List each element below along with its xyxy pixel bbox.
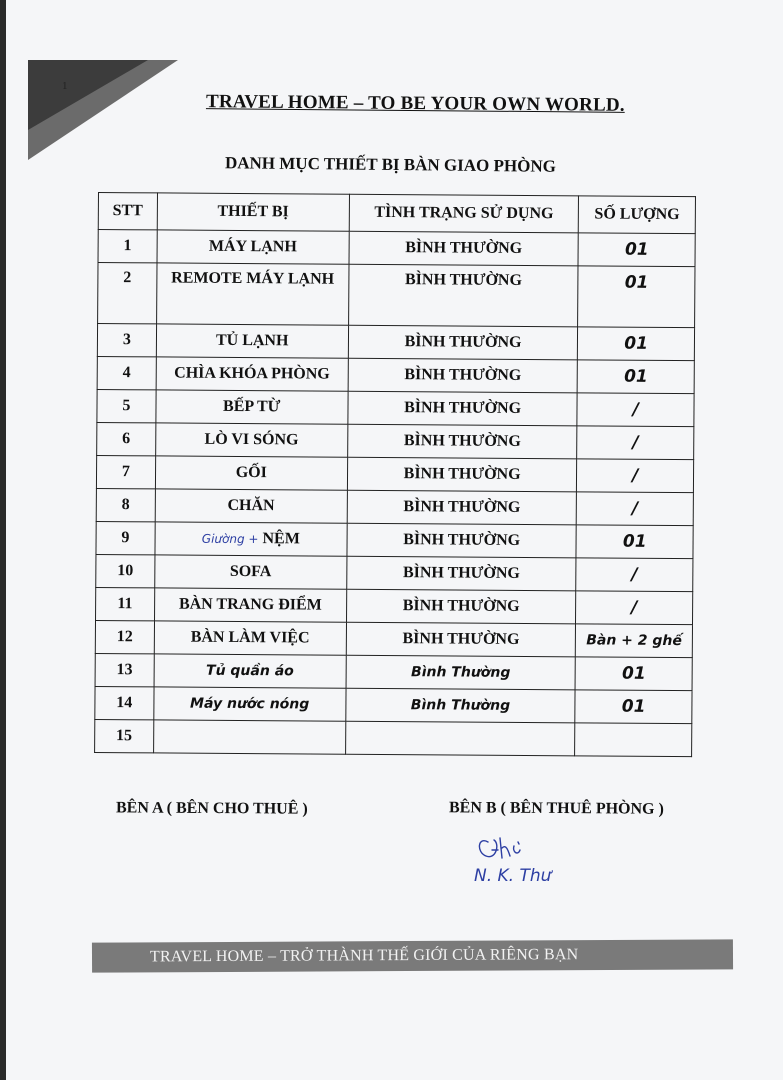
row-stt: 14 — [95, 686, 154, 719]
row-quantity: / — [577, 459, 694, 493]
table-row — [96, 554, 693, 591]
row-item: SOFA — [155, 555, 347, 589]
table-row — [97, 389, 694, 426]
header-title: TRAVEL HOME – TO BE YOUR OWN WORLD. — [205, 91, 625, 116]
row-status: BÌNH THƯỜNG — [346, 589, 576, 624]
row-status: BÌNH THƯỜNG — [348, 391, 578, 426]
row-item: TỦ LẠNH — [156, 324, 348, 358]
table-row — [96, 521, 693, 558]
document-page — [6, 0, 783, 1080]
row-stt: 7 — [96, 455, 155, 488]
page-number: 1 — [62, 80, 68, 92]
row-item-text: NỆM — [262, 530, 300, 548]
row-status: Bình Thường — [346, 655, 576, 690]
header-status: TÌNH TRẠNG SỬ DỤNG — [349, 194, 579, 233]
row-item: BÀN LÀM VIỆC — [154, 621, 346, 655]
row-stt: 12 — [95, 620, 154, 653]
footer-bar — [92, 939, 733, 972]
row-status: BÌNH THƯỜNG — [347, 523, 577, 558]
party-b-label: BÊN B ( BÊN THUÊ PHÒNG ) — [448, 799, 664, 818]
party-a-label: BÊN A ( BÊN CHO THUÊ ) — [115, 799, 308, 818]
table-row — [96, 455, 693, 492]
row-quantity: 01 — [575, 690, 692, 724]
row-item: CHĂN — [155, 489, 347, 523]
row-status: BÌNH THƯỜNG — [349, 231, 579, 266]
table-row — [95, 620, 692, 657]
row-quantity: 01 — [578, 327, 695, 361]
table-row — [95, 686, 692, 723]
row-status: Bình Thường — [346, 688, 576, 723]
header-stt: STT — [98, 193, 157, 230]
row-item — [155, 522, 347, 556]
header-item: THIẾT BỊ — [157, 193, 349, 231]
row-quantity: / — [577, 492, 694, 526]
row-stt: 8 — [96, 488, 155, 521]
row-quantity: 01 — [575, 657, 692, 691]
row-stt: 11 — [96, 587, 155, 620]
header-quantity: SỐ LƯỢNG — [579, 196, 696, 234]
table-row — [96, 587, 693, 624]
row-quantity: Bàn + 2 ghế — [576, 624, 693, 658]
table-header-row — [98, 193, 695, 234]
row-status: BÌNH THƯỜNG — [348, 325, 578, 360]
equipment-table — [94, 192, 696, 757]
row-item: REMOTE MÁY LẠNH — [156, 263, 348, 325]
row-stt: 5 — [97, 389, 156, 422]
row-item: Tủ quần áo — [154, 654, 346, 688]
row-item: BÀN TRANG ĐIỂM — [154, 588, 346, 622]
table-row — [98, 230, 695, 267]
row-quantity — [575, 723, 692, 757]
table-row — [98, 263, 695, 328]
row-quantity: / — [576, 558, 693, 592]
row-quantity: 01 — [578, 360, 695, 394]
row-stt: 10 — [96, 554, 155, 587]
row-status: BÌNH THƯỜNG — [347, 457, 577, 492]
row-status: BÌNH THƯỜNG — [348, 358, 578, 393]
row-status — [345, 721, 575, 756]
row-stt: 15 — [95, 719, 154, 752]
row-quantity: / — [576, 591, 693, 625]
row-stt: 3 — [97, 324, 156, 357]
row-stt: 6 — [97, 422, 156, 455]
row-stt: 4 — [97, 356, 156, 389]
list-title: DANH MỤC THIẾT BỊ BÀN GIAO PHÒNG — [224, 153, 557, 176]
row-item: LÒ VI SÓNG — [155, 423, 347, 457]
row-status: BÌNH THƯỜNG — [346, 556, 576, 591]
row-item: CHÌA KHÓA PHÒNG — [156, 357, 348, 391]
row-quantity: 01 — [576, 525, 693, 559]
row-item: GỐI — [155, 456, 347, 490]
table-row — [97, 356, 694, 393]
signature-name: N. K. Thư — [474, 866, 552, 886]
row-item: Máy nước nóng — [154, 687, 346, 721]
footer-text: TRAVEL HOME – TRỞ THÀNH THẾ GIỚI CỦA RIÊNG BẠN — [149, 946, 579, 966]
table-row — [96, 488, 693, 525]
row-stt: 9 — [96, 521, 155, 554]
table-row — [95, 653, 692, 690]
row-status: BÌNH THƯỜNG — [346, 622, 576, 657]
row-status: BÌNH THƯỜNG — [348, 264, 578, 327]
row-stt: 2 — [98, 263, 157, 324]
row-item-note: Giường + — [201, 531, 259, 547]
row-quantity: / — [577, 426, 694, 460]
row-item: MÁY LẠNH — [157, 230, 349, 264]
row-quantity: / — [577, 393, 694, 427]
table-row — [97, 422, 694, 459]
table-row — [95, 719, 692, 756]
table-row — [97, 324, 694, 361]
row-item: BẾP TỪ — [156, 390, 348, 424]
row-quantity: 01 — [578, 233, 695, 267]
row-status: BÌNH THƯỜNG — [347, 490, 577, 525]
row-stt: 1 — [98, 230, 157, 263]
row-stt: 13 — [95, 653, 154, 686]
corner-decoration — [28, 60, 178, 160]
row-quantity: 01 — [578, 266, 695, 328]
row-status: BÌNH THƯỜNG — [347, 424, 577, 459]
row-item — [153, 720, 345, 754]
